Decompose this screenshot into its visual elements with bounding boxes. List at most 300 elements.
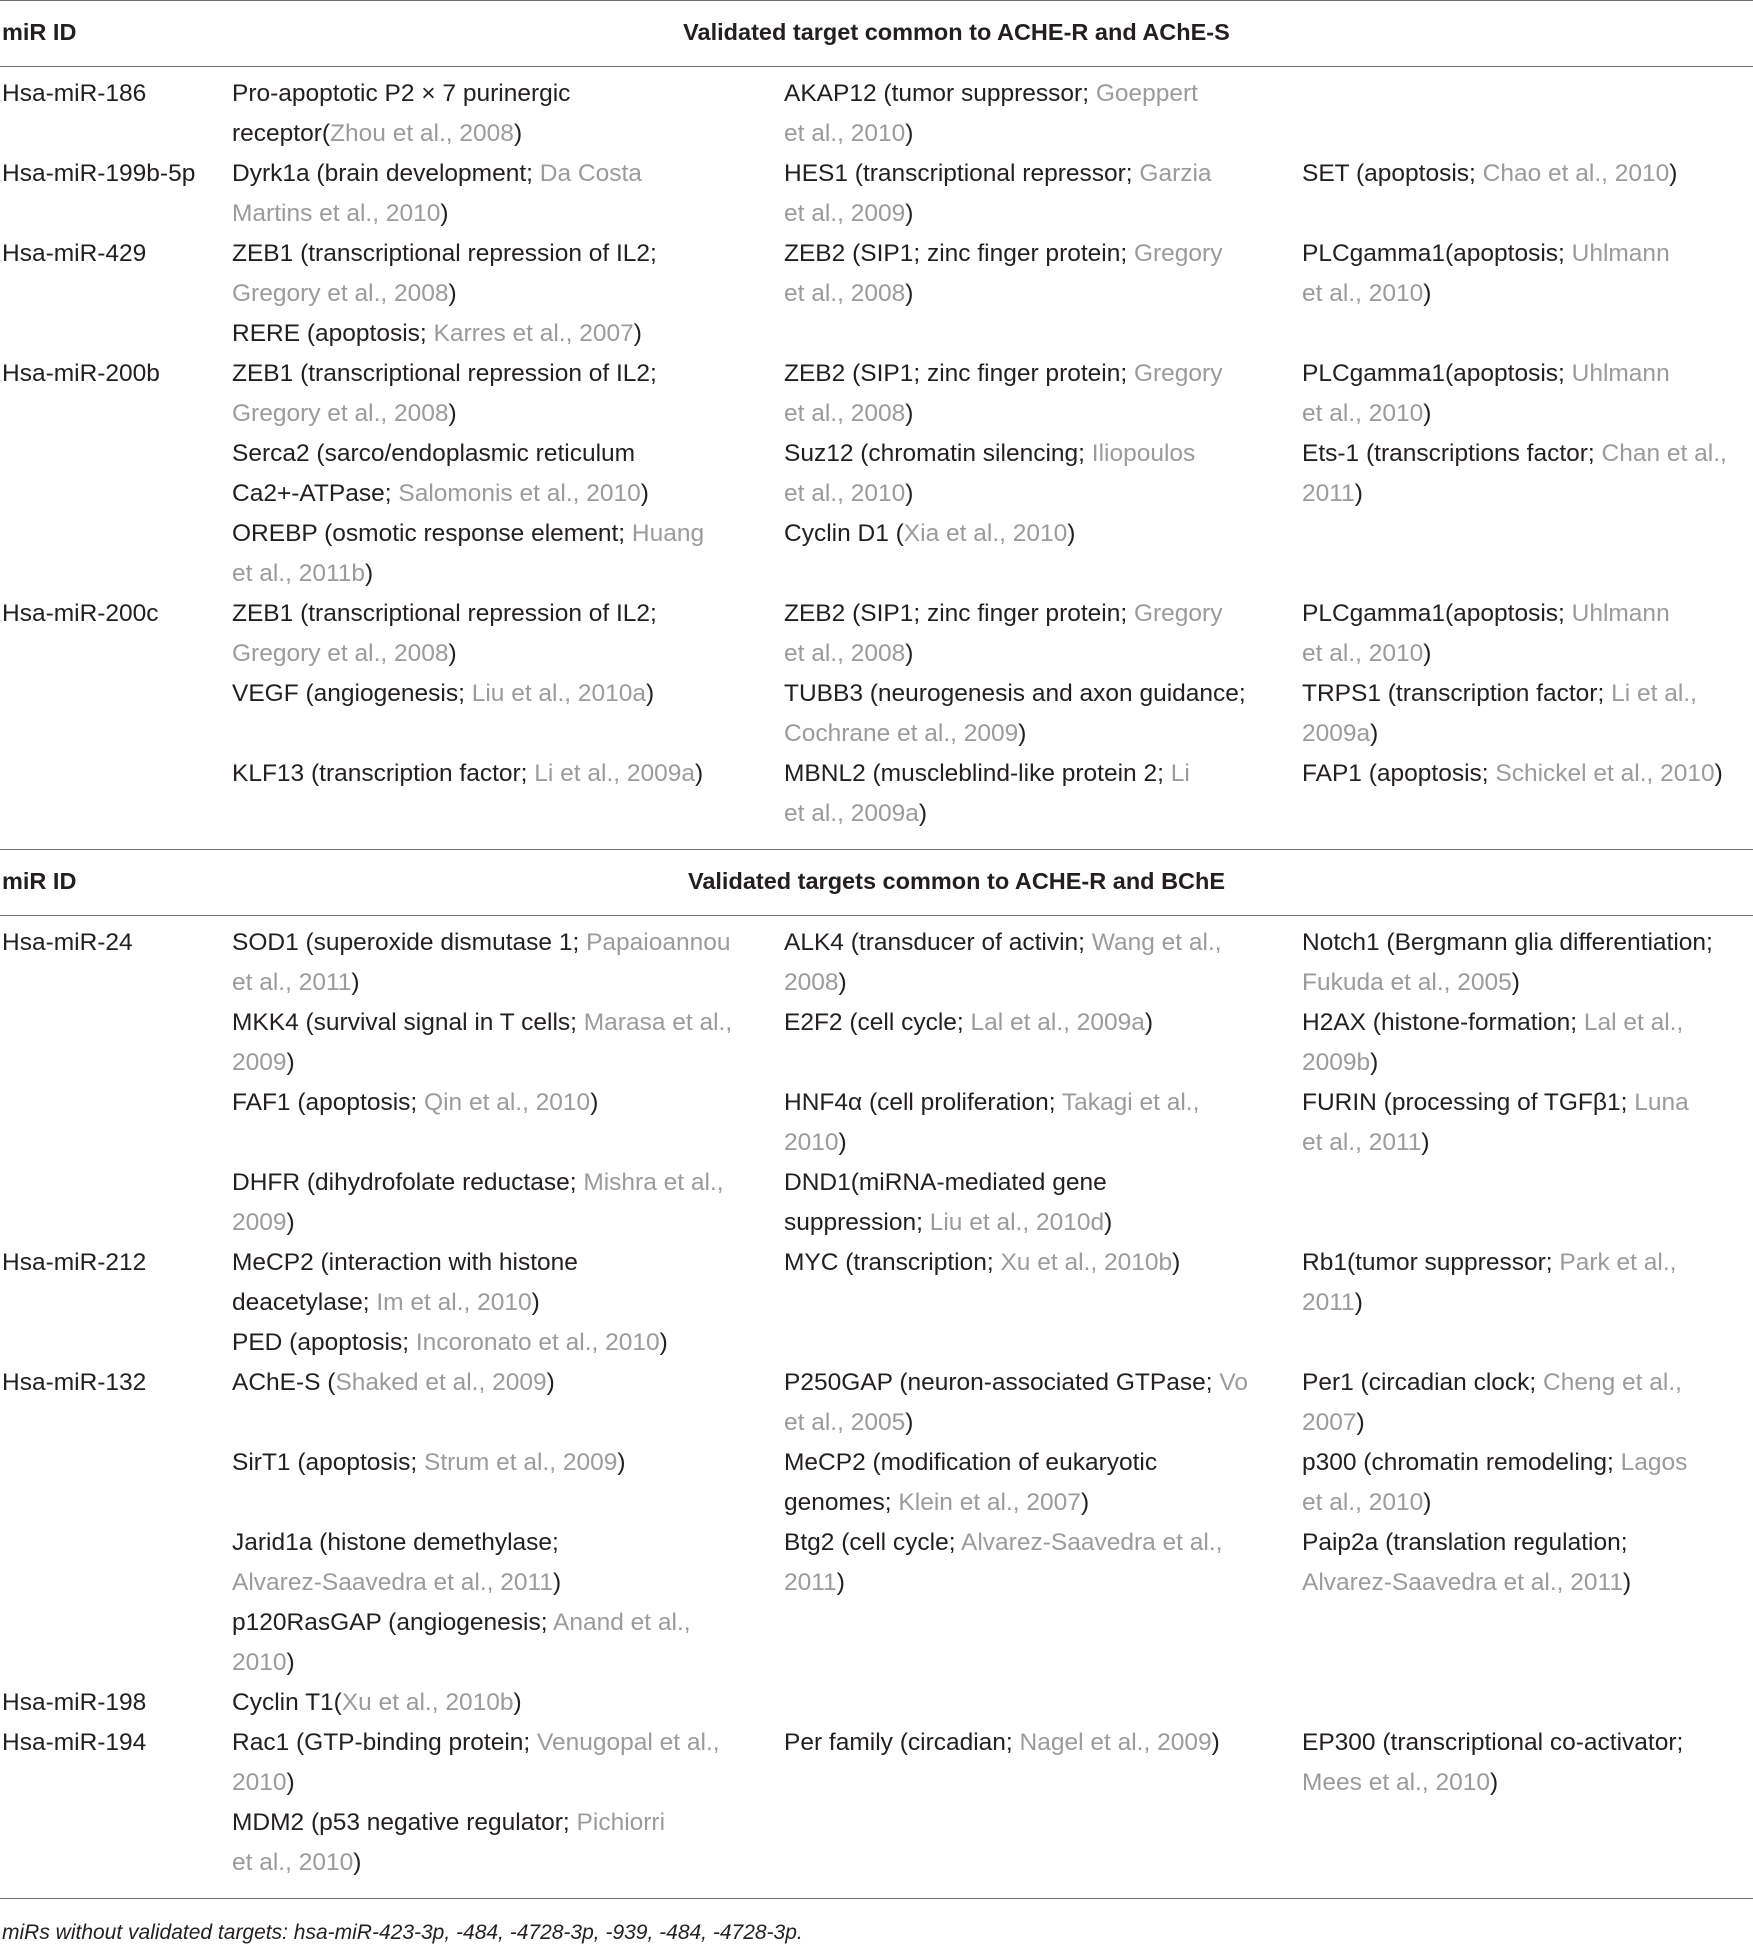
table-row: [0, 1523, 1753, 1603]
target-cell-b: [784, 923, 1284, 1003]
target-cell-b: [784, 1003, 1284, 1083]
citation: Gregory et al., 2008: [232, 280, 449, 307]
citation: Karres et al., 2007: [433, 320, 634, 347]
target-cell-b: [784, 234, 1284, 314]
cell-line: [232, 1163, 772, 1203]
cell-text: Serca2 (sarco/endoplasmic reticulum: [232, 440, 636, 467]
cell-text: MDM2 (p53 negative regulator;: [232, 1809, 577, 1836]
target-cell-b: [784, 1363, 1284, 1443]
cell-line: [784, 1563, 1284, 1603]
cell-line: [1302, 1323, 1753, 1363]
table-row: [0, 354, 1753, 434]
cell-text: AKAP12 (tumor suppressor;: [784, 80, 1096, 107]
target-cell-b: [784, 1523, 1284, 1603]
cell-line: [784, 1243, 1284, 1283]
cell-text: ): [1067, 520, 1076, 547]
citation: Li et al.,: [1611, 680, 1697, 707]
citation: 2009: [232, 1049, 287, 1076]
cell-text: DHFR (dihydrofolate reductase;: [232, 1169, 584, 1196]
citation: et al., 2011: [232, 969, 352, 996]
mir-id-cell: Hsa-miR-132: [2, 1369, 147, 1396]
cell-line: [1302, 1523, 1753, 1563]
citation: Liu et al., 2010d: [929, 1209, 1105, 1236]
cell-line: [232, 474, 772, 514]
cell-text: Suz12 (chromatin silencing;: [784, 440, 1092, 467]
table-row: [0, 1803, 1753, 1883]
citation: et al., 2010: [232, 1849, 354, 1876]
citation: Iliopoulos: [1091, 440, 1196, 467]
target-cell-a: [232, 154, 772, 234]
cell-line: [1302, 1643, 1753, 1683]
table-row: [0, 434, 1753, 514]
cell-text: OREBP (osmotic response element;: [232, 520, 632, 547]
citation: Salomonis et al., 2010: [398, 480, 641, 507]
citation: Xu et al., 2010b: [1000, 1249, 1173, 1276]
cell-line: [232, 154, 772, 194]
citation: et al., 2008: [784, 640, 906, 667]
cell-text: ): [646, 680, 655, 707]
cell-line: [232, 714, 772, 754]
cell-text: ): [1104, 1209, 1113, 1236]
cell-line: [1302, 314, 1753, 354]
cell-text: TUBB3 (neurogenesis and axon guidance;: [784, 680, 1246, 707]
cell-line: [784, 1323, 1284, 1363]
cell-line: [784, 1123, 1284, 1163]
citation: 2009b: [1302, 1049, 1371, 1076]
cell-line: [1302, 1603, 1753, 1643]
cell-line: [232, 514, 772, 554]
target-cell-b: [784, 1243, 1284, 1323]
section2-body: [0, 916, 1753, 1898]
cell-text: Rac1 (GTP-binding protein;: [232, 1729, 538, 1756]
cell-line: [232, 554, 772, 594]
cell-line: [232, 434, 772, 474]
cell-line: [784, 1843, 1284, 1883]
cell-line: [232, 1563, 772, 1603]
cell-line: [1302, 1003, 1753, 1043]
cell-line: [784, 274, 1284, 314]
target-cell-b: [784, 1723, 1284, 1803]
cell-text: ZEB2 (SIP1; zinc finger protein;: [784, 360, 1134, 387]
cell-text: H2AX (histone-formation;: [1302, 1009, 1584, 1036]
cell-text: TRPS1 (transcription factor;: [1302, 680, 1612, 707]
cell-line: [1302, 1123, 1753, 1163]
cell-line: [232, 963, 772, 1003]
target-cell-c: [1302, 1323, 1753, 1363]
citation: Gregory: [1133, 360, 1223, 387]
target-cell-c: [1302, 1243, 1753, 1323]
cell-line: [232, 1643, 772, 1683]
citation: Vo: [1219, 1369, 1248, 1396]
cell-line: [232, 1043, 772, 1083]
citation: 2011: [1302, 1289, 1355, 1316]
citation: Pichiorri: [576, 1809, 666, 1836]
cell-text: ): [1489, 1769, 1499, 1796]
cell-text: Btg2 (cell cycle;: [784, 1529, 962, 1556]
mir-id-cell: Hsa-miR-200b: [2, 360, 160, 387]
cell-line: [232, 794, 772, 834]
cell-text: p300 (chromatin remodeling;: [1302, 1449, 1621, 1476]
cell-line: [232, 1763, 772, 1803]
cell-text: SirT1 (apoptosis;: [232, 1449, 424, 1476]
target-cell-c: [1302, 1363, 1753, 1443]
target-cell-a: [232, 1163, 772, 1243]
cell-line: [232, 1723, 772, 1763]
cell-text: ): [1354, 480, 1363, 507]
citation: et al., 2009: [784, 200, 906, 227]
cell-text: ): [286, 1209, 295, 1236]
cell-line: [784, 354, 1284, 394]
citation: Takagi et al.,: [1061, 1089, 1200, 1116]
cell-line: [1302, 1563, 1753, 1603]
cell-text: Ca2+-ATPase;: [232, 480, 399, 507]
citation: Shaked et al., 2009: [335, 1369, 547, 1396]
cell-line: [232, 1003, 772, 1043]
citation: Venugopal et al.,: [537, 1729, 720, 1756]
cell-text: Cyclin T1(: [232, 1689, 342, 1716]
cell-text: P250GAP (neuron-associated GTPase;: [784, 1369, 1220, 1396]
citation: Im et al., 2010: [376, 1289, 532, 1316]
cell-text: PED (apoptosis;: [232, 1329, 416, 1356]
cell-line: [232, 74, 772, 114]
cell-line: [1302, 794, 1753, 834]
cell-text: Ets-1 (transcriptions factor;: [1302, 440, 1602, 467]
table-row: [0, 1443, 1753, 1523]
cell-text: ): [1622, 1569, 1632, 1596]
target-cell-a: [232, 674, 772, 754]
mir-id-header: miR ID: [2, 868, 77, 894]
table-row: [0, 1723, 1753, 1803]
cell-text: ): [1172, 1249, 1181, 1276]
cell-text: FURIN (processing of TGFβ1;: [1302, 1089, 1635, 1116]
cell-line: [784, 1043, 1284, 1083]
cell-line: [232, 354, 772, 394]
target-cell-b: [784, 754, 1284, 834]
target-cell-a: [232, 1803, 772, 1883]
cell-text: ): [1421, 1129, 1430, 1156]
citation: Lagos: [1620, 1449, 1688, 1476]
cell-text: ): [440, 200, 449, 227]
cell-text: ): [1669, 160, 1678, 187]
table-row: [0, 754, 1753, 834]
target-cell-c: [1302, 1603, 1753, 1683]
table-row: [0, 1163, 1753, 1243]
citation: 2007: [1302, 1409, 1357, 1436]
target-cell-a: [232, 74, 772, 154]
cell-text: ): [1370, 1049, 1379, 1076]
target-cell-a: [232, 434, 772, 514]
target-cell-c: [1302, 314, 1753, 354]
cell-line: [232, 1323, 772, 1363]
cell-text: Notch1 (Bergmann glia differentiation;: [1302, 929, 1713, 956]
citation: Luna: [1634, 1089, 1689, 1116]
citation: Cochrane et al., 2009: [784, 720, 1019, 747]
cell-text: ): [1370, 720, 1379, 747]
target-cell-c: [1302, 74, 1753, 154]
table-row: [0, 1003, 1753, 1083]
cell-line: [1302, 1763, 1753, 1803]
target-cell-a: [232, 594, 772, 674]
cell-line: [1302, 394, 1753, 434]
target-cell-a: [232, 1723, 772, 1803]
cell-text: ): [546, 1369, 555, 1396]
cell-text: RERE (apoptosis;: [232, 320, 434, 347]
cell-line: [784, 923, 1284, 963]
cell-text: ): [905, 480, 914, 507]
target-cell-c: [1302, 1003, 1753, 1083]
cell-text: ): [905, 120, 914, 147]
cell-text: ): [1356, 1409, 1365, 1436]
cell-line: [784, 154, 1284, 194]
table-row: [0, 74, 1753, 154]
citation: Gregory: [1133, 240, 1223, 267]
cell-line: [784, 1763, 1284, 1803]
cell-text: ): [513, 1689, 522, 1716]
mir-id-cell: Hsa-miR-199b-5p: [2, 160, 196, 187]
target-cell-b: [784, 1083, 1284, 1163]
citation: Uhlmann: [1571, 600, 1670, 627]
citation: Goeppert: [1095, 80, 1198, 107]
cell-line: [232, 1203, 772, 1243]
cell-text: ): [351, 969, 360, 996]
cell-text: ): [905, 640, 914, 667]
mir-id-header: miR ID: [2, 19, 77, 45]
section1-body: [0, 67, 1753, 849]
citation: Liu et al., 2010a: [471, 680, 647, 707]
cell-line: [1302, 154, 1753, 194]
cell-text: ZEB1 (transcriptional repression of IL2;: [232, 360, 657, 387]
citation: et al., 2008: [784, 400, 906, 427]
cell-text: ): [365, 560, 374, 587]
citation: Incoronato et al., 2010: [415, 1329, 660, 1356]
cell-text: Per1 (circadian clock;: [1302, 1369, 1544, 1396]
cell-text: ): [633, 320, 642, 347]
cell-line: [1302, 1163, 1753, 1203]
cell-line: [1302, 1243, 1753, 1283]
section1-title: Validated target common to ACHE-R and AChE-S: [683, 19, 1230, 45]
cell-text: PLCgamma1(apoptosis;: [1302, 600, 1572, 627]
citation: 2008: [784, 969, 839, 996]
target-cell-a: [232, 1083, 772, 1163]
citation: Mees et al., 2010: [1302, 1769, 1490, 1796]
mir-id-cell: Hsa-miR-198: [2, 1689, 147, 1716]
cell-line: [1302, 923, 1753, 963]
target-cell-a: [232, 1003, 772, 1083]
citation: Gregory et al., 2008: [232, 400, 449, 427]
citation: 2010: [784, 1129, 839, 1156]
target-cell-c: [1302, 514, 1753, 594]
cell-text: ): [353, 1849, 362, 1876]
table-row: [0, 1683, 1753, 1723]
target-cell-c: [1302, 234, 1753, 314]
cell-line: [1302, 1483, 1753, 1523]
cell-line: [232, 1523, 772, 1563]
citation: Wang et al.,: [1091, 929, 1222, 956]
table-row: [0, 1243, 1753, 1323]
cell-text: ): [918, 800, 928, 827]
cell-text: E2F2 (cell cycle;: [784, 1009, 971, 1036]
citation: Da Costa: [539, 160, 642, 187]
cell-text: ALK4 (transducer of activin;: [784, 929, 1092, 956]
cell-line: [232, 1283, 772, 1323]
citation: Gregory: [1133, 600, 1223, 627]
target-cell-b: [784, 354, 1284, 434]
target-cell-c: [1302, 674, 1753, 754]
cell-text: Jarid1a (histone demethylase;: [232, 1529, 559, 1556]
citation: et al., 2011b: [232, 560, 366, 587]
citation: et al., 2010: [1302, 280, 1424, 307]
cell-text: p120RasGAP (angiogenesis;: [232, 1609, 553, 1636]
cell-line: [1302, 1403, 1753, 1443]
cell-line: [232, 1243, 772, 1283]
cell-text: AChE-S (: [232, 1369, 336, 1396]
cell-line: [1302, 963, 1753, 1003]
cell-text: ): [1080, 1489, 1090, 1516]
target-cell-a: [232, 514, 772, 594]
cell-line: [232, 923, 772, 963]
target-cell-b: [784, 674, 1284, 754]
cell-line: [232, 674, 772, 714]
citation: Nagel et al., 2009: [1019, 1729, 1212, 1756]
target-cell-b: [784, 1443, 1284, 1523]
citation: Uhlmann: [1571, 360, 1670, 387]
section2-header: [0, 850, 1753, 915]
citation: Lal et al., 2009a: [970, 1009, 1145, 1036]
cell-text: ): [838, 1129, 847, 1156]
cell-text: ): [617, 1449, 626, 1476]
target-cell-a: [232, 1683, 772, 1723]
cell-text: Pro-apoptotic P2 × 7 purinergic: [232, 80, 571, 107]
cell-line: [232, 1483, 772, 1523]
cell-line: [784, 114, 1284, 154]
target-cell-a: [232, 234, 772, 314]
citation: et al., 2008: [784, 280, 906, 307]
target-cell-c: [1302, 434, 1753, 514]
cell-line: [232, 1443, 772, 1483]
target-cell-a: [232, 923, 772, 1003]
target-cell-b: [784, 314, 1284, 354]
mir-id-cell: Hsa-miR-24: [2, 929, 133, 956]
cell-text: ): [531, 1289, 540, 1316]
cell-text: SOD1 (superoxide dismutase 1;: [232, 929, 587, 956]
table-row: [0, 1083, 1753, 1163]
cell-line: [784, 394, 1284, 434]
citation: Chan et al.,: [1601, 440, 1727, 467]
cell-line: [1302, 474, 1753, 514]
cell-line: [1302, 1363, 1753, 1403]
cell-text: Rb1(tumor suppressor;: [1302, 1249, 1560, 1276]
cell-text: ): [1018, 720, 1027, 747]
cell-line: [784, 1643, 1284, 1683]
target-cell-c: [1302, 1683, 1753, 1723]
cell-text: ): [905, 200, 914, 227]
cell-text: MeCP2 (interaction with histone: [232, 1249, 578, 1276]
cell-text: ): [640, 480, 649, 507]
target-cell-a: [232, 314, 772, 354]
cell-line: [784, 754, 1284, 794]
cell-text: ): [905, 400, 914, 427]
cell-line: [1302, 1283, 1753, 1323]
target-cell-b: [784, 514, 1284, 594]
target-cell-c: [1302, 923, 1753, 1003]
target-cell-a: [232, 1603, 772, 1683]
cell-text: ZEB2 (SIP1; zinc finger protein;: [784, 240, 1134, 267]
cell-text: VEGF (angiogenesis;: [232, 680, 472, 707]
cell-text: genomes;: [784, 1489, 899, 1516]
cell-line: [784, 794, 1284, 834]
section1-header: [0, 1, 1753, 66]
citation: Uhlmann: [1571, 240, 1670, 267]
cell-text: ZEB2 (SIP1; zinc finger protein;: [784, 600, 1134, 627]
citation: 2010: [232, 1649, 287, 1676]
cell-text: MKK4 (survival signal in T cells;: [232, 1009, 584, 1036]
cell-line: [232, 234, 772, 274]
target-cell-b: [784, 1603, 1284, 1683]
cell-line: [1302, 754, 1753, 794]
target-cell-c: [1302, 354, 1753, 434]
cell-line: [784, 634, 1284, 674]
cell-text: MBNL2 (muscleblind-like protein 2;: [784, 760, 1171, 787]
cell-line: [784, 554, 1284, 594]
mir-id-cell: Hsa-miR-200c: [2, 600, 159, 627]
cell-line: [784, 1483, 1284, 1523]
cell-text: ): [448, 640, 457, 667]
citation: et al., 2010: [784, 480, 906, 507]
cell-line: [1302, 1843, 1753, 1883]
citation: et al., 2010: [1302, 1489, 1424, 1516]
cell-line: [784, 1723, 1284, 1763]
cell-text: ): [1423, 280, 1432, 307]
mir-id-cell: Hsa-miR-212: [2, 1249, 147, 1276]
citation: Klein et al., 2007: [898, 1489, 1081, 1516]
cell-line: [784, 1803, 1284, 1843]
cell-text: ): [836, 1569, 845, 1596]
citation: Anand et al.,: [553, 1609, 691, 1636]
cell-text: PLCgamma1(apoptosis;: [1302, 240, 1572, 267]
cell-line: [232, 1603, 772, 1643]
target-cell-c: [1302, 1723, 1753, 1803]
cell-line: [1302, 714, 1753, 754]
cell-line: [1302, 594, 1753, 634]
citation: Strum et al., 2009: [424, 1449, 618, 1476]
cell-line: [784, 1363, 1284, 1403]
citation: Lal et al.,: [1583, 1009, 1684, 1036]
cell-line: [232, 274, 772, 314]
cell-line: [1302, 1683, 1753, 1723]
target-cell-c: [1302, 1523, 1753, 1603]
cell-line: [1302, 1043, 1753, 1083]
cell-text: ): [1714, 760, 1723, 787]
citation: Fukuda et al., 2005: [1302, 969, 1512, 996]
cell-text: FAF1 (apoptosis;: [232, 1089, 425, 1116]
cell-line: [784, 1083, 1284, 1123]
citation: 2009: [232, 1209, 287, 1236]
cell-line: [784, 1683, 1284, 1723]
cell-line: [784, 594, 1284, 634]
cell-text: Dyrk1a (brain development;: [232, 160, 540, 187]
target-cell-b: [784, 434, 1284, 514]
cell-line: [1302, 1803, 1753, 1843]
cell-line: [1302, 74, 1753, 114]
cell-text: SET (apoptosis;: [1302, 160, 1483, 187]
cell-text: ): [286, 1049, 295, 1076]
cell-line: [232, 634, 772, 674]
cell-text: ): [659, 1329, 668, 1356]
cell-text: ): [838, 969, 847, 996]
cell-text: ): [286, 1649, 295, 1676]
target-cell-c: [1302, 1163, 1753, 1243]
cell-text: HES1 (transcriptional repressor;: [784, 160, 1140, 187]
